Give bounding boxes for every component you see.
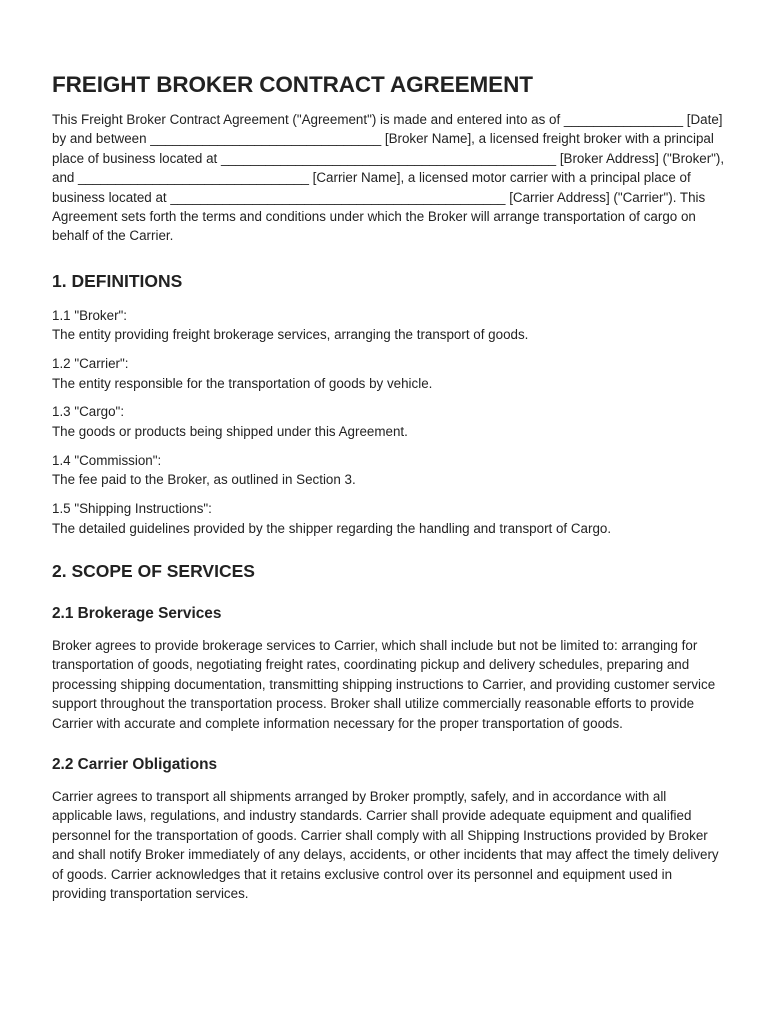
definition-description: The detailed guidelines provided by the shipper regarding the handling and transport of Cargo. [52,520,612,536]
definition-item [52,402,730,441]
definition-term: 1.5 "Shipping Instructions": [52,501,212,517]
definition-term: 1.1 "Broker": [52,307,128,323]
definition-item [52,499,730,538]
document-title: FREIGHT BROKER CONTRACT AGREEMENT [52,72,533,97]
definition-item [52,451,730,490]
definition-description: The entity providing freight brokerage services, arranging the transport of goods. [52,327,529,343]
carrier-obligations-paragraph: Carrier agrees to transport all shipments arranged by Broker promptly, safely, and in accordance with all applicable laws, regulations, and industry standards. Carrier shall provide adequate equipment and qualified personnel for the transportation of goods. Carrier shall comply with all Shipping Instructions provided by Broker and shall notify Broker immediately of any delays, accidents, or other incidents that may affect the timely delivery of goods. Carrier acknowledges that it retains exclusive control over its personnel and equipment used in providing transportation services. [52,788,719,901]
intro-paragraph: This Freight Broker Contract Agreement ("Agreement") is made and entered into as of ________________ [Date] by and between _______________________________ [Broker Name], a licensed freight broker with a principal place of business located at _____________________________________________ [Broker Address] ("Broker"), and _______________________________ [Carrier Name], a licensed motor carrier with a principal place of business located at _____________________________________________ [Carrier Address] ("Carrier"). This Agreement sets forth the terms and conditions under which the Broker will arrange transportation of cargo on behalf of the Carrier. [52,112,725,244]
section-heading-scope-of-services: 2. SCOPE OF SERVICES [52,560,255,581]
section-heading-definitions: 1. DEFINITIONS [52,270,183,291]
subsection-heading-carrier-obligations: 2.2 Carrier Obligations [52,755,218,773]
definition-term: 1.3 "Cargo": [52,404,125,420]
definitions-list [52,306,730,538]
subsection-heading-brokerage-services: 2.1 Brokerage Services [52,604,222,622]
definition-item [52,354,730,393]
definition-description: The fee paid to the Broker, as outlined in Section 3. [52,472,356,488]
definition-description: The goods or products being shipped under this Agreement. [52,423,408,439]
definition-term: 1.4 "Commission": [52,452,162,468]
definition-description: The entity responsible for the transportation of goods by vehicle. [52,375,433,391]
definition-term: 1.2 "Carrier": [52,356,129,372]
definition-item [52,306,730,345]
brokerage-services-paragraph: Broker agrees to provide brokerage services to Carrier, which shall include but not be limited to: arranging for transportation of goods, negotiating freight rates, coordinating pickup and delivery schedules, preparing and processing shipping documentation, transmitting shipping instructions to Carrier, and providing customer service support throughout the transportation process. Broker shall utilize commercially reasonable efforts to provide Carrier with accurate and complete information necessary for the proper transportation of goods. [52,637,716,731]
